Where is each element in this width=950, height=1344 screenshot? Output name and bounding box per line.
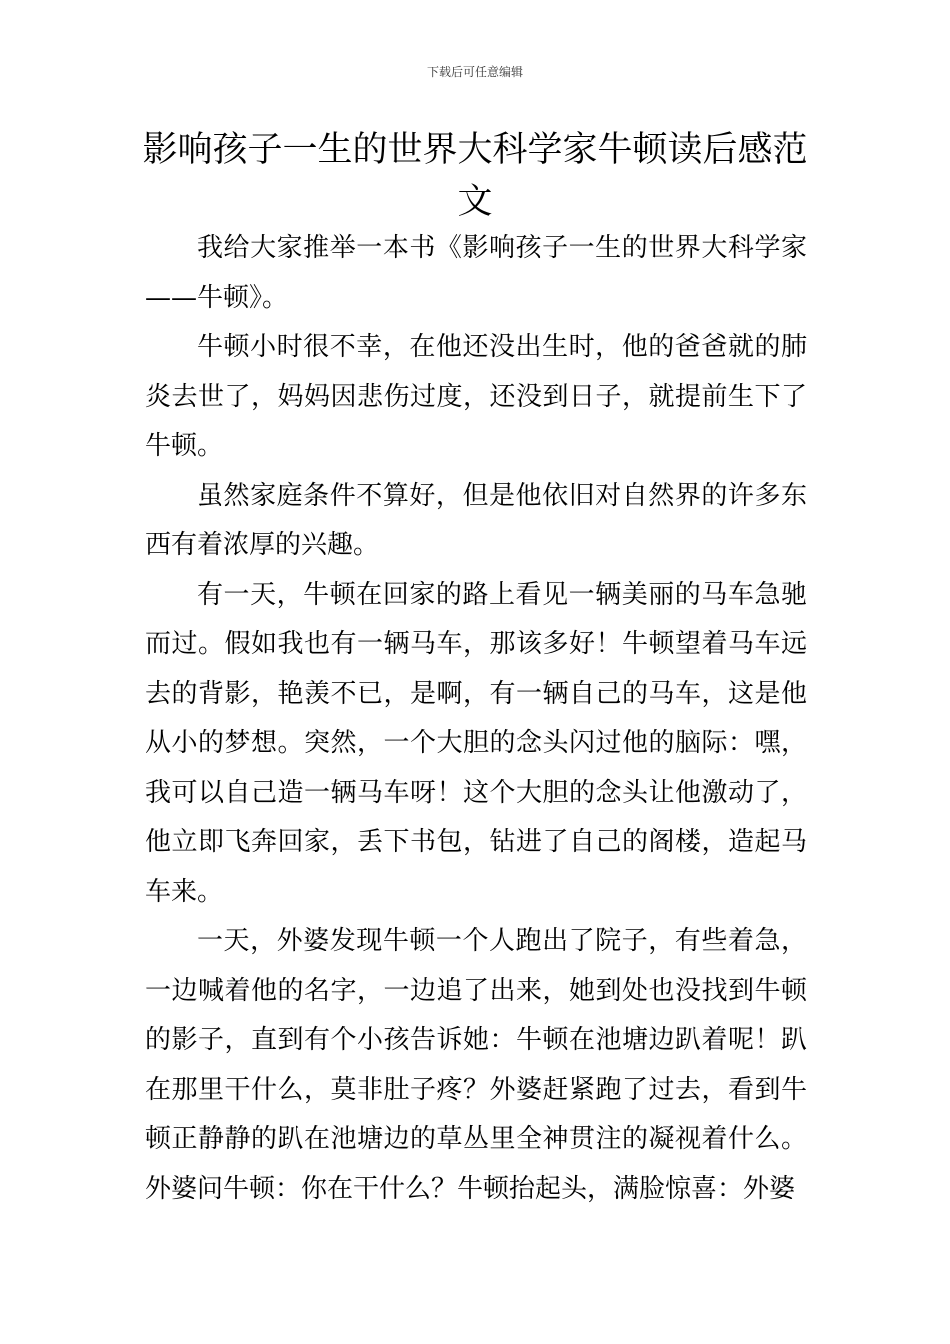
- header-note: 下载后可任意编辑: [426, 65, 523, 79]
- document-body: [145, 224, 807, 1214]
- paragraph-3: 虽然家庭条件不算好，但是他依旧对自然界的许多东西有着浓厚的兴趣。: [145, 480, 807, 560]
- paragraph-2: 牛顿小时很不幸，在他还没出生时，他的爸爸就的肺炎去世了，妈妈因悲伤过度，还没到日子，就提前生下了牛顿。: [145, 332, 807, 461]
- paragraph-1: 我给大家推举一本书《影响孩子一生的世界大科学家——牛顿》。: [145, 233, 807, 313]
- paragraph-5: 一天，外婆发现牛顿一个人跑出了院子，有些着急，一边喊着他的名字，一边追了出来，她到处也没找到牛顿的影子，直到有个小孩告诉她：牛顿在池塘边趴着呢！趴在那里干什么，莫非肚子疼？外婆赶紧跑了过去，看到牛顿正静静的趴在池塘边的草丛里全神贯注的凝视着什么。外婆问牛顿：你在干什么？牛顿抬起头，满脸惊喜：外婆: [145, 926, 807, 1204]
- paragraph-4: 有一天，牛顿在回家的路上看见一辆美丽的马车急驰而过。假如我也有一辆马车，那该多好！牛顿望着马车远去的背影，艳羡不已，是啊，有一辆自己的马车，这是他从小的梦想。突然，一个大胆的念头闪过他的脑际：嘿，我可以自己造一辆马车呀！这个大胆的念头让他激动了，他立即飞奔回家，丢下书包，钻进了自己的阁楼，造起马车来。: [145, 579, 807, 907]
- document-title: 影响孩子一生的世界大科学家牛顿读后感范文: [142, 130, 808, 222]
